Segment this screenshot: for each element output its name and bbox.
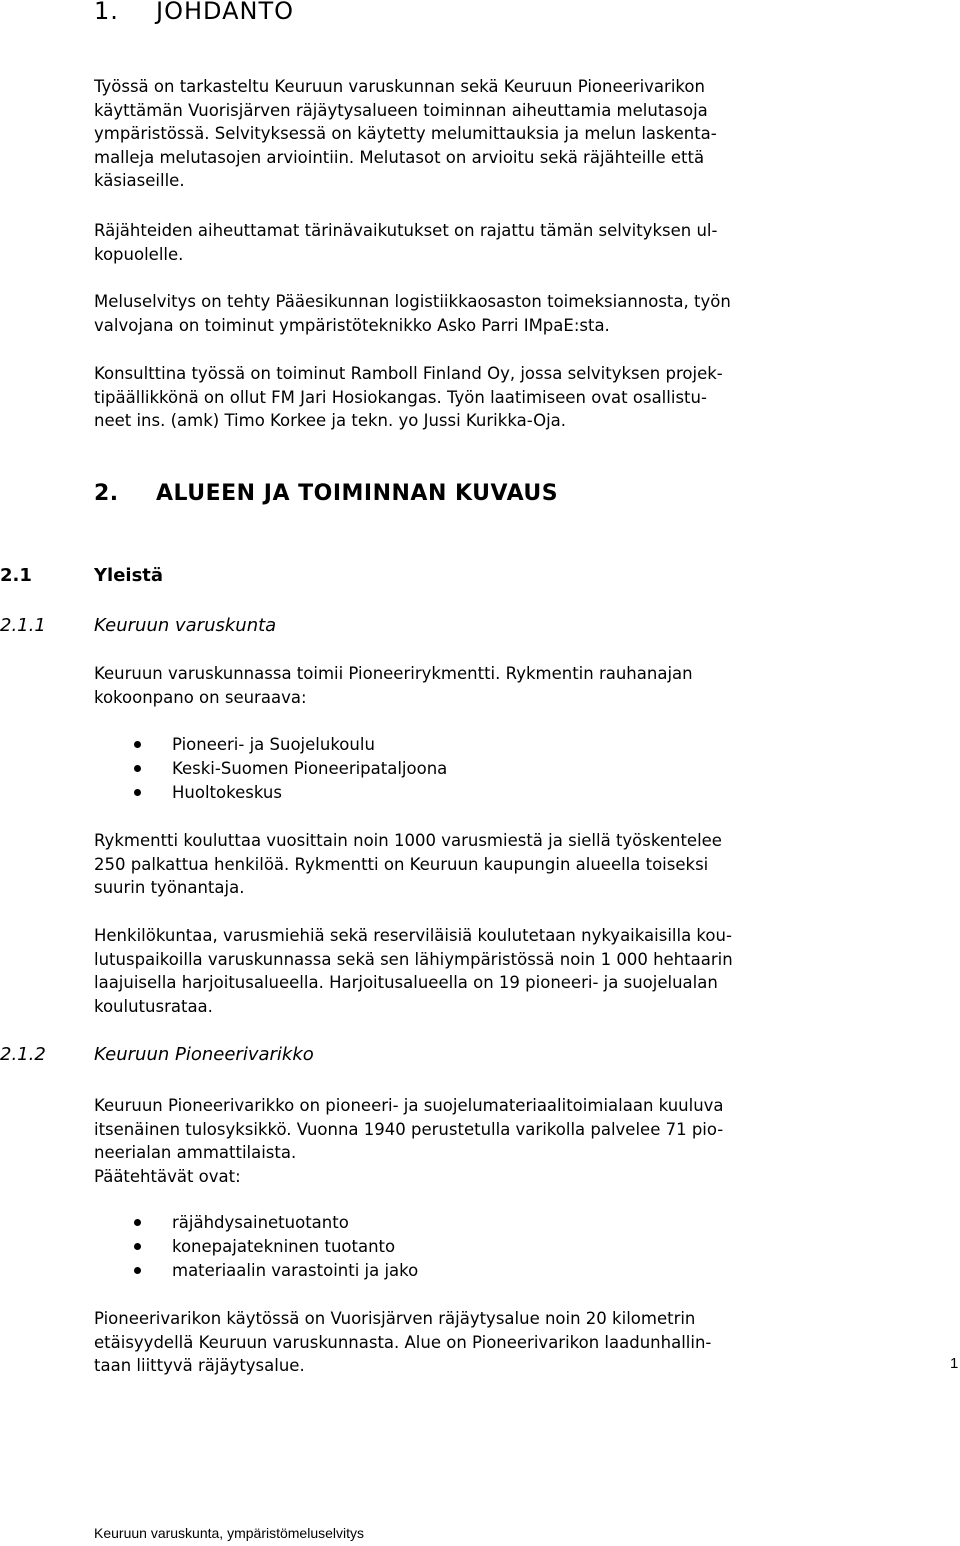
text-line: Päätehtävät ovat: bbox=[94, 1166, 241, 1186]
bullet-icon bbox=[134, 1267, 141, 1274]
text-line: kopuolelle. bbox=[94, 244, 184, 264]
section-2-1-2-number: 2.1.2 bbox=[0, 1044, 46, 1065]
text-line: Pioneerivarikon käytössä on Vuorisjärven räjäytysalue noin 20 kilometrin bbox=[94, 1309, 696, 1328]
text-line: Keuruun Pioneerivarikko on pioneeri- ja suojelumateriaalitoimialaan kuuluva bbox=[94, 1096, 724, 1115]
list-item-text: Pioneeri- ja Suojelukoulu bbox=[172, 735, 375, 754]
text-line: neet ins. (amk) Timo Korkee ja tekn. yo Jussi Kurikka-Oja. bbox=[94, 411, 567, 430]
text-line: Konsulttina työssä on toiminut Ramboll Finland Oy, jossa selvityksen projek- bbox=[94, 364, 723, 383]
list-item bbox=[134, 1235, 418, 1259]
text-line: itsenäinen tulosyksikkö. Vuonna 1940 perustetulla varikolla palvelee 71 pio- bbox=[94, 1119, 724, 1139]
list-item bbox=[134, 757, 447, 781]
heading-1 bbox=[94, 0, 294, 24]
text-line: 250 palkattua henkilöä. Rykmentti on Keuruun kaupungin alueella toiseksi bbox=[94, 854, 709, 874]
text-line: Rykmentti kouluttaa vuosittain noin 1000 varusmiestä ja siellä työskentelee bbox=[94, 831, 722, 850]
text-line: Keuruun varuskunnassa toimii Pioneerirykmentti. Rykmentin rauhanajan bbox=[94, 664, 693, 683]
list-item-text: materiaalin varastointi ja jako bbox=[172, 1261, 419, 1280]
heading-2-title: ALUEEN JA TOIMINNAN KUVAUS bbox=[156, 481, 559, 506]
section-2-1-1-title: Keuruun varuskunta bbox=[94, 615, 277, 636]
text-line: käsiaseille. bbox=[94, 171, 185, 190]
list-item-text: konepajatekninen tuotanto bbox=[172, 1237, 396, 1256]
varuskunta-paragraph-1 bbox=[94, 662, 894, 709]
text-line: malleja melutasojen arviointiin. Melutasot on arvioitu sekä räjähteille että bbox=[94, 147, 705, 167]
text-line: etäisyydellä Keuruun varuskunnasta. Alue on Pioneerivarikon laadunhallin- bbox=[94, 1332, 712, 1352]
text-line: lutuspaikoilla varuskunnassa sekä sen lähiympäristössä noin 1 000 hehtaarin bbox=[94, 949, 733, 969]
text-line: Räjähteiden aiheuttamat tärinävaikutukset on rajattu tämän selvityksen ul- bbox=[94, 221, 718, 240]
intro-paragraph-3 bbox=[94, 290, 894, 337]
varikko-paragraph-2 bbox=[94, 1307, 894, 1378]
list-item bbox=[134, 1259, 418, 1283]
text-line: tipäällikkönä on ollut FM Jari Hosiokangas. Työn laatimiseen ovat osallistu- bbox=[94, 387, 707, 407]
varikko-paragraph-1 bbox=[94, 1094, 894, 1188]
page-footer: Keuruun varuskunta, ympäristömeluselvitys bbox=[94, 1525, 365, 1541]
text-line: taan liittyvä räjäytysalue. bbox=[94, 1356, 305, 1375]
heading-1-number: 1. bbox=[94, 0, 119, 25]
heading-2 bbox=[94, 481, 558, 506]
list-item bbox=[134, 733, 447, 757]
intro-paragraph-1 bbox=[94, 75, 894, 193]
text-line: ympäristössä. Selvityksessä on käytetty melumittauksia ja melun laskenta- bbox=[94, 124, 717, 143]
page-number: 1 bbox=[950, 1355, 959, 1372]
varuskunta-paragraph-3 bbox=[94, 924, 894, 1018]
text-line: kokoonpano on seuraava: bbox=[94, 687, 307, 707]
text-line: laajuisella harjoitusalueella. Harjoitusalueella on 19 pioneeri- ja suojelualan bbox=[94, 973, 718, 992]
list-item bbox=[134, 781, 447, 805]
intro-paragraph-4 bbox=[94, 362, 894, 433]
section-2-1-2-title: Keuruun Pioneerivarikko bbox=[94, 1044, 314, 1065]
text-line: Meluselvitys on tehty Pääesikunnan logistiikkaosaston toimeksiannosta, työn bbox=[94, 292, 731, 311]
bullet-icon bbox=[134, 1219, 141, 1226]
bullet-list-units bbox=[134, 733, 447, 805]
bullet-list-tasks bbox=[134, 1211, 418, 1283]
bullet-icon bbox=[134, 789, 141, 796]
text-line: Henkilökuntaa, varusmiehiä sekä reserviläisiä koulutetaan nykyaikaisilla kou- bbox=[94, 926, 732, 945]
section-2-1-title: Yleistä bbox=[94, 565, 164, 586]
text-line: Työssä on tarkasteltu Keuruun varuskunnan sekä Keuruun Pioneerivarikon bbox=[94, 77, 705, 96]
heading-1-title: JOHDANTO bbox=[156, 0, 294, 25]
intro-paragraph-2 bbox=[94, 219, 894, 266]
varuskunta-paragraph-2 bbox=[94, 829, 894, 900]
section-2-1-1-number: 2.1.1 bbox=[0, 615, 46, 636]
list-item-text: Keski-Suomen Pioneeripataljoona bbox=[172, 759, 448, 778]
text-line: suurin työnantaja. bbox=[94, 878, 245, 897]
heading-2-number: 2. bbox=[94, 481, 119, 506]
bullet-icon bbox=[134, 1243, 141, 1250]
text-line: koulutusrataa. bbox=[94, 996, 213, 1016]
bullet-icon bbox=[134, 765, 141, 772]
section-2-1-number: 2.1 bbox=[0, 565, 32, 586]
bullet-icon bbox=[134, 741, 141, 748]
text-line: käyttämän Vuorisjärven räjäytysalueen toiminnan aiheuttamia melutasoja bbox=[94, 100, 708, 120]
list-item bbox=[134, 1211, 418, 1235]
list-item-text: Huoltokeskus bbox=[172, 783, 282, 802]
text-line: neerialan ammattilaista. bbox=[94, 1143, 297, 1162]
list-item-text: räjähdysainetuotanto bbox=[172, 1213, 349, 1232]
text-line: valvojana on toiminut ympäristöteknikko Asko Parri IMpaE:sta. bbox=[94, 315, 610, 335]
